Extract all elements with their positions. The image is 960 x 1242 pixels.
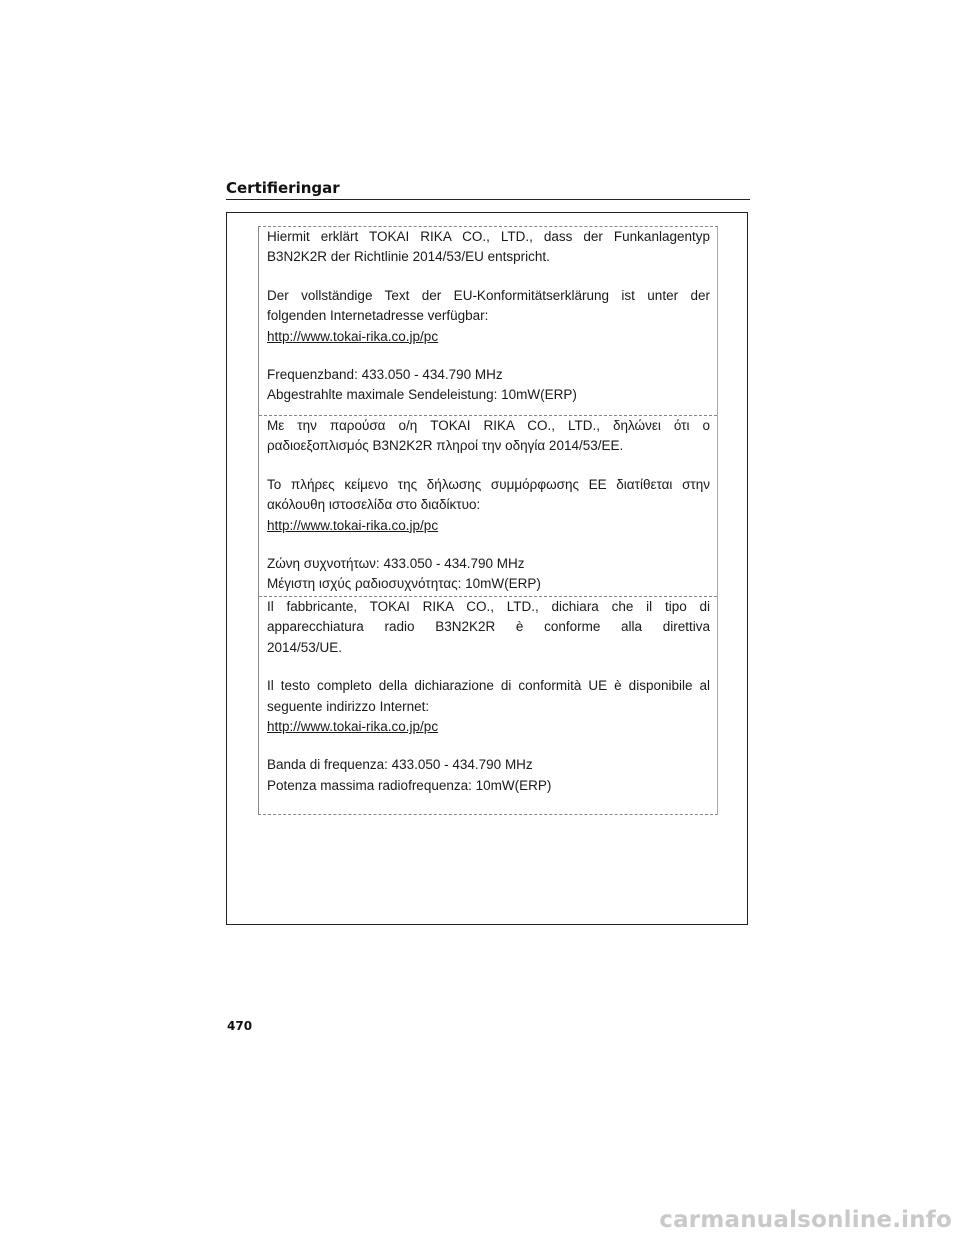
italian-intro-line1: Il fabbricante, TOKAI RIKA CO., LTD., dichiara che il tipo di <box>267 599 710 614</box>
greek-text-line2: ακόλουθη ιστοσελίδα στο διαδίκτυο: <box>267 497 481 513</box>
greek-intro-line2: ραδιοεξοπλισμός B3N2K2R πληροί την οδηγία 2014/53/ΕΕ. <box>267 438 624 454</box>
greek-intro-line1: Με την παρούσα ο/η TOKAI RIKA CO., LTD., δηλώνει ότι ο <box>267 418 710 433</box>
italian-intro-line2: apparecchiatura radio B3N2K2R è conforme alla direttiva <box>267 619 710 635</box>
german-text-line1: Der vollständige Text der EU-Konformitätserklärung ist unter der <box>267 287 710 303</box>
declaration-german <box>259 227 717 415</box>
greek-text-line1: Το πλήρες κείμενο της δήλωσης συμμόρφωσης ΕΕ διατίθεται στην <box>267 476 710 492</box>
greek-power: Μέγιστη ισχύς ραδιοσυχνότητας: 10mW(ERP) <box>267 576 541 592</box>
page-number: 470 <box>227 1019 253 1033</box>
declaration-box <box>258 226 718 815</box>
declaration-italian <box>259 596 717 815</box>
german-url-link[interactable]: http://www.tokai-rika.co.jp/pc <box>267 328 439 344</box>
german-intro-line1: Hiermit erklärt TOKAI RIKA CO., LTD., dass der Funkanlagentyp <box>267 229 710 244</box>
german-intro-line2: B3N2K2R der Richtlinie 2014/53/EU entspricht. <box>267 249 550 265</box>
title-divider <box>226 199 750 200</box>
italian-frequency: Banda di frequenza: 433.050 - 434.790 MHz <box>267 757 533 773</box>
greek-url-link[interactable]: http://www.tokai-rika.co.jp/pc <box>267 517 439 533</box>
german-power: Abgestrahlte maximale Sendeleistung: 10mW(ERP) <box>267 387 577 403</box>
italian-power: Potenza massima radiofrequenza: 10mW(ERP) <box>267 777 552 793</box>
italian-url-link[interactable]: http://www.tokai-rika.co.jp/pc <box>267 719 439 735</box>
section-title: Certifieringar <box>226 179 340 197</box>
italian-intro-line3: 2014/53/UE. <box>267 639 343 655</box>
german-text-line2: folgenden Internetadresse verfügbar: <box>267 308 489 324</box>
watermark-text: carmanualsonline.info <box>659 1207 952 1233</box>
italian-text-line1: Il testo completo della dichiarazione di conformità UE è disponibile al <box>267 678 710 694</box>
italian-text-line2: seguente indirizzo Internet: <box>267 698 430 714</box>
declaration-greek <box>259 415 717 596</box>
german-frequency: Frequenzband: 433.050 - 434.790 MHz <box>267 367 503 383</box>
greek-frequency: Ζώνη συχνοτήτων: 433.050 - 434.790 MHz <box>267 556 525 572</box>
